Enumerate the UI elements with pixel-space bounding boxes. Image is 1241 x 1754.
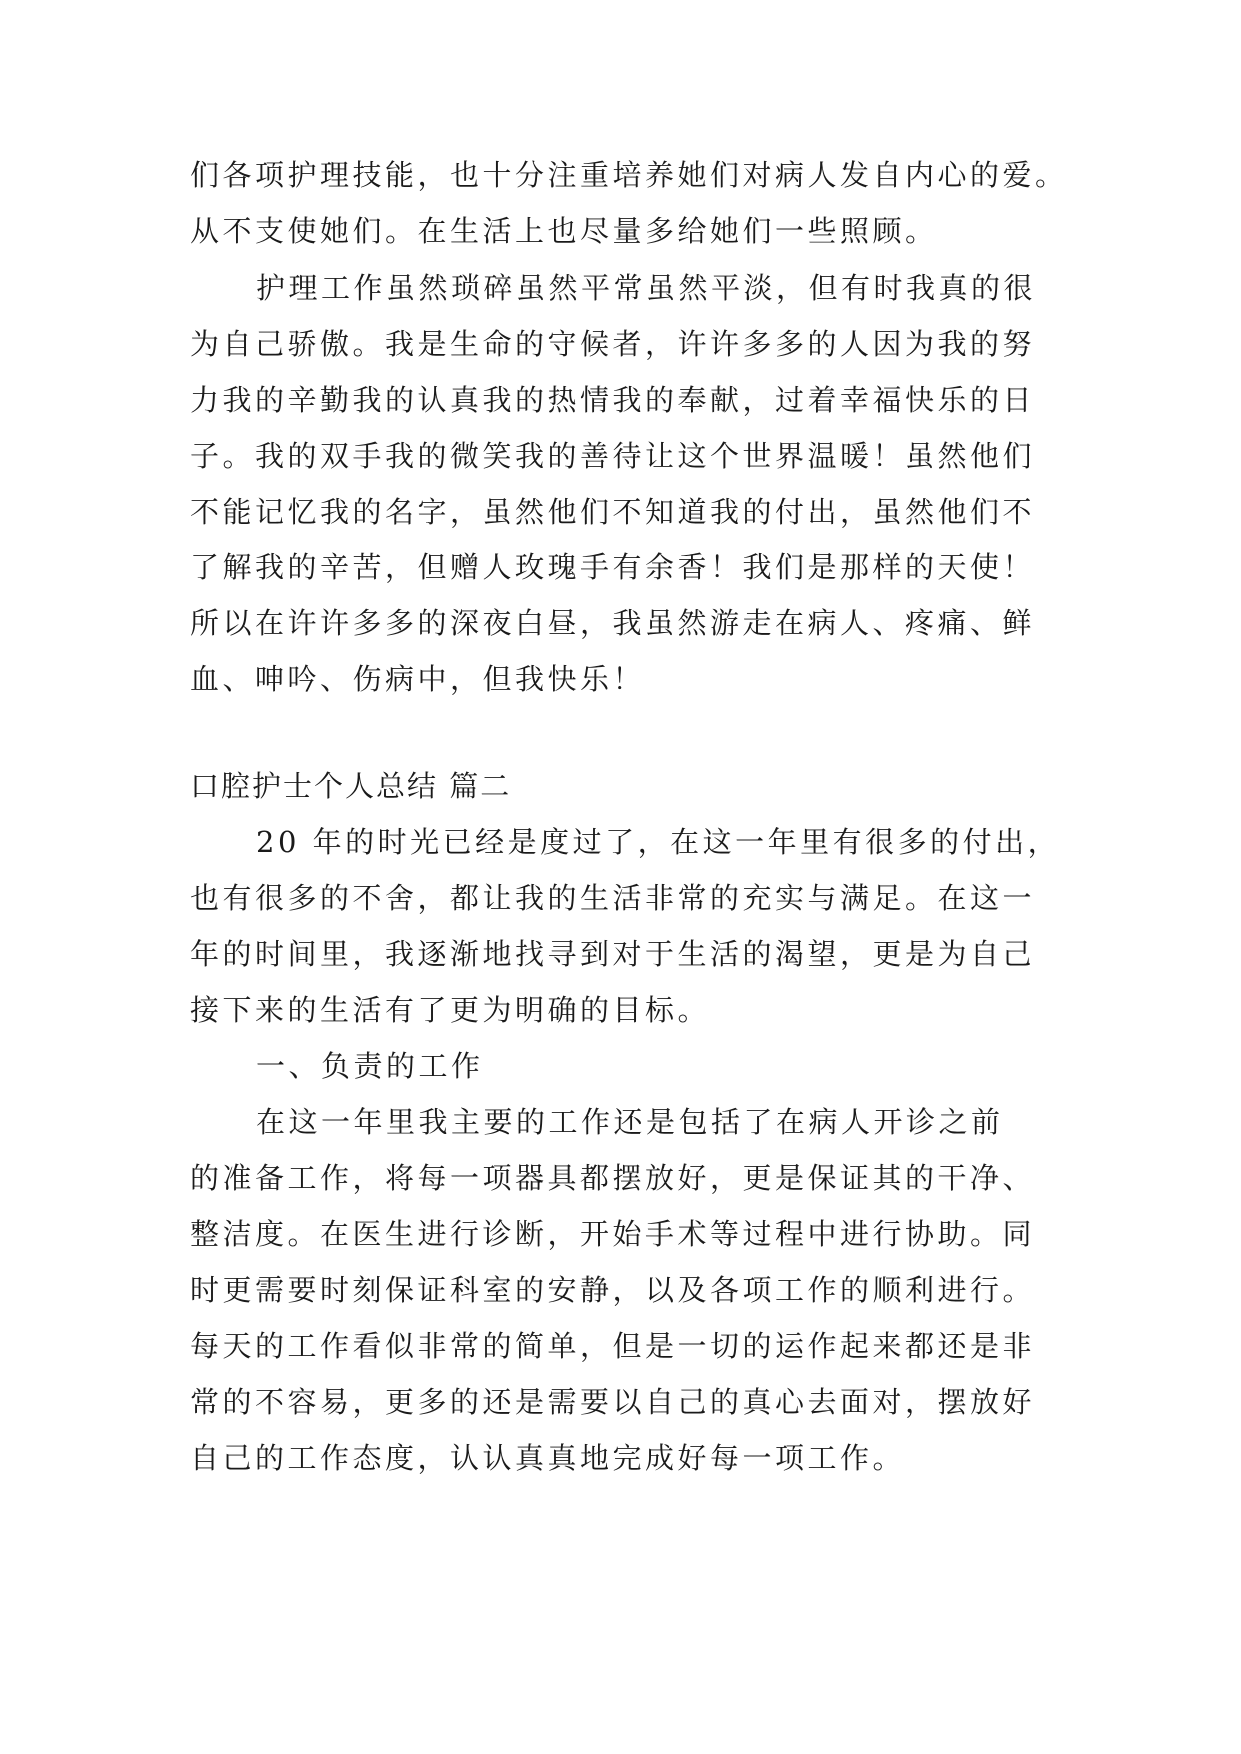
- text-line: 在这一年里我主要的工作还是包括了在病人开诊之前: [256, 1105, 1004, 1139]
- text-line: 为自己骄傲。我是生命的守候者，许许多多的人因为我的努: [190, 327, 1036, 361]
- text-line: 自己的工作态度，认认真真地完成好每一项工作。: [190, 1441, 906, 1475]
- text-line: 每天的工作看似非常的简单，但是一切的运作起来都还是非: [190, 1329, 1036, 1363]
- text-line: 不能记忆我的名字，虽然他们不知道我的付出，虽然他们不: [190, 495, 1036, 529]
- text-line: 常的不容易，更多的还是需要以自己的真心去面对，摆放好: [190, 1385, 1036, 1419]
- subheading: 一、负责的工作: [256, 1049, 484, 1083]
- text-line: 接下来的生活有了更为明确的目标。: [190, 993, 711, 1027]
- text-line: 年的时间里，我逐渐地找寻到对于生活的渴望，更是为自己: [190, 937, 1036, 971]
- text-line: 所以在许许多多的深夜白昼，我虽然游走在病人、疼痛、鲜: [190, 606, 1036, 640]
- text-line: 护理工作虽然琐碎虽然平常虽然平淡，但有时我真的很: [256, 271, 1037, 305]
- text-line: 的准备工作，将每一项器具都摆放好，更是保证其的干净、: [190, 1161, 1036, 1195]
- text-line: 整洁度。在医生进行诊断，开始手术等过程中进行协助。同: [190, 1217, 1036, 1251]
- text-line: 20 年的时光已经是度过了，在这一年里有很多的付出，: [256, 825, 1061, 859]
- text-line: 了解我的辛苦，但赠人玫瑰手有余香！我们是那样的天使！: [190, 550, 1036, 584]
- text-line: 也有很多的不舍，都让我的生活非常的充实与满足。在这一: [190, 881, 1036, 915]
- text-line: 力我的辛勤我的认真我的热情我的奉献，过着幸福快乐的日: [190, 383, 1036, 417]
- section-heading: 口腔护士个人总结 篇二: [190, 769, 512, 803]
- text-line: 时更需要时刻保证科室的安静，以及各项工作的顺利进行。: [190, 1273, 1036, 1307]
- text-line: 们各项护理技能，也十分注重培养她们对病人发自内心的爱。: [190, 158, 1068, 192]
- text-line: 子。我的双手我的微笑我的善待让这个世界温暖！虽然他们: [190, 439, 1036, 473]
- text-line: 血、呻吟、伤病中，但我快乐！: [190, 662, 646, 696]
- text-line: 从不支使她们。在生活上也尽量多给她们一些照顾。: [190, 214, 938, 248]
